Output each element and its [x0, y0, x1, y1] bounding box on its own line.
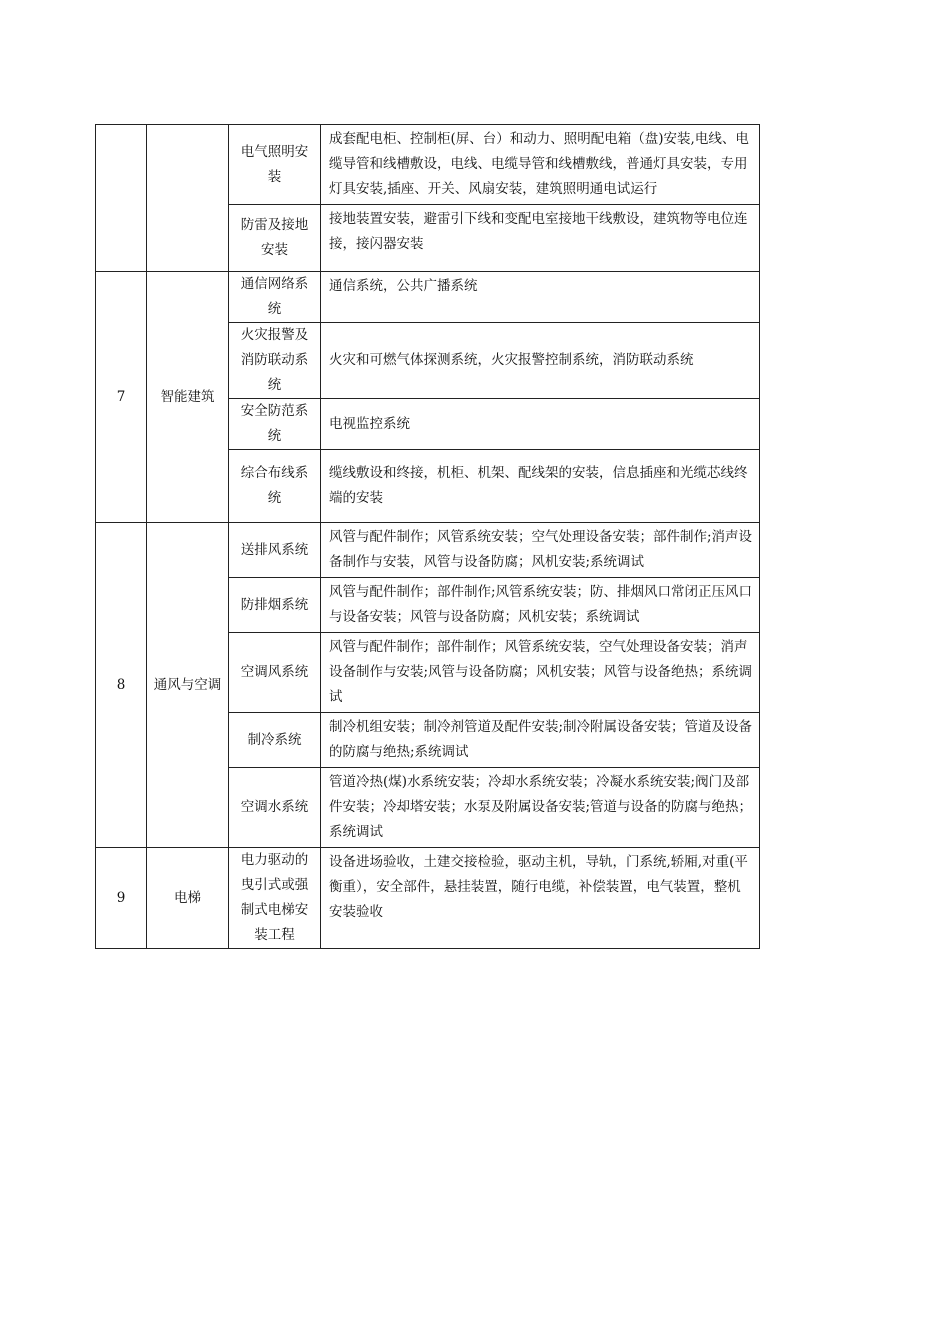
content-cell: 风管与配件制作；风管系统安装；空气处理设备安装；部件制作;消声设备制作与安装，风管与设备防腐；风机安装;系统调试 [321, 523, 760, 578]
item-number-cell: 7 [96, 272, 147, 523]
subitem-cell: 空调水系统 [229, 768, 321, 848]
content-cell: 电视监控系统 [321, 399, 760, 450]
table-row [96, 523, 760, 578]
content-cell: 风管与配件制作；部件制作;风管系统安装；防、排烟风口常闭正压风口与设备安装；风管与设备防腐；风机安装；系统调试 [321, 578, 760, 633]
subitem-cell: 电力驱动的曳引式或强制式电梯安装工程 [229, 848, 321, 949]
work-breakdown-table [95, 124, 760, 949]
content-cell: 管道冷热(煤)水系统安装；冷却水系统安装；冷凝水系统安装;阀门及部件安装；冷却塔安装；水泵及附属设备安装;管道与设备的防腐与绝热；系统调试 [321, 768, 760, 848]
subitem-cell: 火灾报警及消防联动系统 [229, 323, 321, 399]
subitem-cell: 送排风系统 [229, 523, 321, 578]
category-cell [147, 125, 229, 272]
table-row [96, 272, 760, 323]
content-cell: 设备进场验收，土建交接检验，驱动主机，导轨，门系统,轿厢,对重(平衡重），安全部件，悬挂装置，随行电缆，补偿装置，电气装置，整机安装验收 [321, 848, 760, 949]
table-row [96, 125, 760, 205]
content-cell: 成套配电柜、控制柜(屏、台）和动力、照明配电箱（盘)安装,电线、电缆导管和线槽敷设，电线、电缆导管和线槽敷线，普通灯具安装，专用灯具安装,插座、开关、风扇安装，建筑照明通电试运行 [321, 125, 760, 205]
category-cell: 电梯 [147, 848, 229, 949]
subitem-cell: 电气照明安装 [229, 125, 321, 205]
item-number-cell: 9 [96, 848, 147, 949]
table-row [96, 848, 760, 949]
category-cell: 通风与空调 [147, 523, 229, 848]
subitem-cell: 防排烟系统 [229, 578, 321, 633]
content-cell: 通信系统，公共广播系统 [321, 272, 760, 323]
content-cell: 接地装置安装，避雷引下线和变配电室接地干线敷设，建筑物等电位连接，接闪器安装 [321, 205, 760, 272]
category-cell: 智能建筑 [147, 272, 229, 523]
content-cell: 制冷机组安装；制冷剂管道及配件安装;制冷附属设备安装；管道及设备的防腐与绝热;系统调试 [321, 713, 760, 768]
item-number-cell: 8 [96, 523, 147, 848]
content-cell: 火灾和可燃气体探测系统，火灾报警控制系统，消防联动系统 [321, 323, 760, 399]
subitem-cell: 防雷及接地安装 [229, 205, 321, 272]
subitem-cell: 空调风系统 [229, 633, 321, 713]
content-cell: 风管与配件制作；部件制作；风管系统安装，空气处理设备安装；消声设备制作与安装;风管与设备防腐；风机安装；风管与设备绝热；系统调试 [321, 633, 760, 713]
subitem-cell: 综合布线系统 [229, 450, 321, 523]
subitem-cell: 通信网络系统 [229, 272, 321, 323]
subitem-cell: 安全防范系统 [229, 399, 321, 450]
content-cell: 缆线敷设和终接，机柜、机架、配线架的安装，信息插座和光缆芯线终端的安装 [321, 450, 760, 523]
item-number-cell [96, 125, 147, 272]
subitem-cell: 制冷系统 [229, 713, 321, 768]
